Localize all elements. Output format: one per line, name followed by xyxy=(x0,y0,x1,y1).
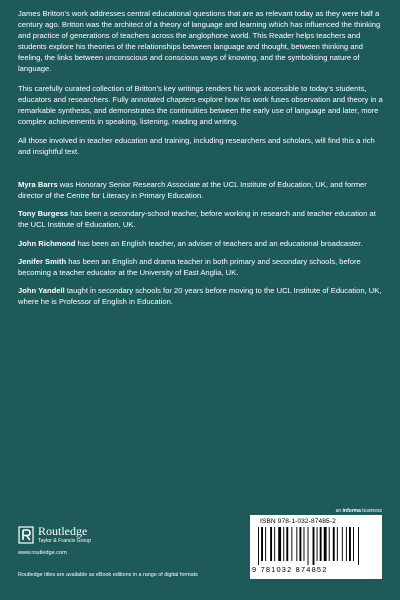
editor-name: John Richmond xyxy=(18,238,76,248)
publisher-logo xyxy=(18,525,91,544)
editor-name: Myra Barrs xyxy=(18,180,58,190)
editor-description: was Honorary Senior Research Associate at the UCL Institute of Education, UK, and former director of the Centre for Literacy in Primary Education. xyxy=(18,180,367,201)
editor-bio xyxy=(18,179,384,201)
publisher-website: www.routledge.com xyxy=(18,550,67,556)
editor-bio xyxy=(18,208,384,230)
back-cover-text xyxy=(18,8,384,314)
blurb-paragraph: All those involved in teacher education and training, including researchers and scholars, will find this a rich and insightful text. xyxy=(18,135,375,157)
blurb-paragraph: James Britton’s work addresses central educational questions that are as relevant today as they were half a century ago. Britton was the architect of a theory of language and learning which has influenced the thinking and practice of generations of teachers across the anglophone world. This Reader helps teachers and students explore his theories of the relationships between language and thought, between thinking and feeling, the links between unconscious and conscious ways of knowing, and the symbolising nature of language. xyxy=(18,9,381,74)
editor-description: has been an English and drama teacher in both primary and secondary schools, before becoming a teacher educator at the University of East Anglia, UK. xyxy=(18,256,361,277)
publisher-group: Taylor & Francis Group xyxy=(38,538,92,544)
routledge-logo-icon xyxy=(18,526,34,544)
barcode-bars xyxy=(256,527,376,565)
editor-description: has been an English teacher, an adviser of teachers and an educational broadcaster. xyxy=(75,238,363,248)
blurb-paragraph: This carefully curated collection of Britton’s key writings renders his work accessible to today’s students, educators and researchers. Fully annotated chapters explore how his work fuses observation and theory in a remarkable synthesis, and demonstrates the continuities between the early use of language and later, more complex achievements in speaking, listening, reading and writing. xyxy=(18,83,383,126)
editor-bio xyxy=(18,285,384,307)
ebook-note: Routledge titles are available as eBook editions in a range of digital formats xyxy=(18,572,198,578)
publisher-name: Routledge xyxy=(38,524,88,538)
editor-description: taught in secondary schools for 20 years before moving to the UCL Institute of Education, UK, where he is Professor of English in Education. xyxy=(18,285,382,306)
informa-business-tag: an informa business xyxy=(335,508,382,514)
barcode-digits: 9 781032 874852 xyxy=(252,565,328,574)
editor-bio xyxy=(18,256,384,278)
isbn-label: ISBN 978-1-032-87485-2 xyxy=(260,518,336,525)
editor-bio xyxy=(18,238,384,249)
editor-name: John Yandell xyxy=(18,285,65,295)
editor-name: Jenifer Smith xyxy=(18,256,67,266)
editor-name: Tony Burgess xyxy=(18,209,69,219)
barcode xyxy=(250,515,382,579)
editor-description: has been a secondary-school teacher, before working in research and teacher education at the UCL Institute of Education, UK. xyxy=(18,209,376,230)
